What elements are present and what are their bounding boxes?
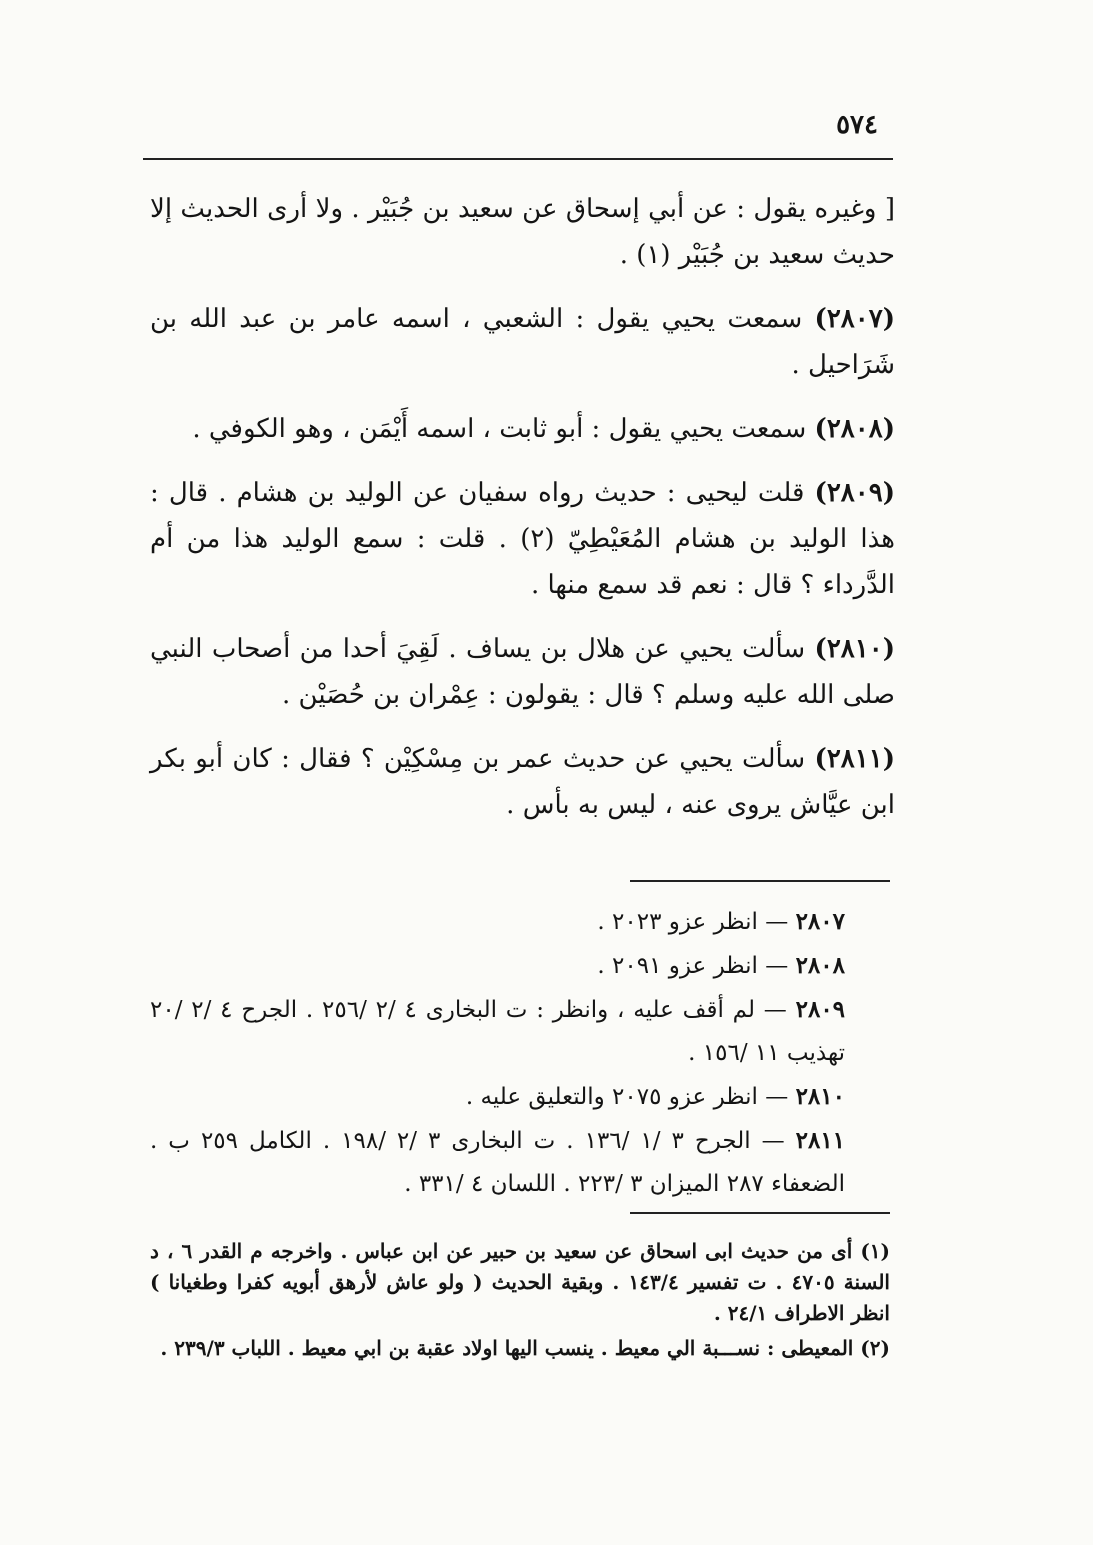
paragraph bbox=[150, 736, 895, 828]
paragraph-text: قلت ليحيى : حديث رواه سفيان عن الوليد بن هشام . قال : هذا الوليد بن هشام المُعَيْطِيّ (٢) . قلت : سمع الوليد هذا من أم الدَّرداء ؟ قال : نعم قد سمع منها . bbox=[150, 478, 896, 600]
paragraph bbox=[150, 406, 895, 452]
note-number: ٢٨٠٨ bbox=[795, 952, 845, 979]
note-number: ٢٨١١ bbox=[795, 1127, 846, 1154]
paragraph-text: سمعت يحيي يقول : الشعبي ، اسمه عامر بن عبد الله بن شَرَاحيل . bbox=[150, 304, 895, 380]
note-item bbox=[150, 1119, 845, 1206]
paragraph-number: (٢٨١١) bbox=[814, 744, 895, 774]
paragraph-number: (٢٨٠٧) bbox=[814, 304, 896, 334]
notes-section bbox=[150, 900, 845, 1206]
main-text bbox=[150, 186, 895, 846]
paragraph-text: سألت يحيي عن حديث عمر بن مِسْكِيْن ؟ فقال : كان أبو بكر ابن عيَّاش يروى عنه ، ليس به بأس . bbox=[150, 744, 895, 820]
paragraph-text: [ وغيره يقول : عن أبي إسحاق عن سعيد بن جُبَيْر . ولا أرى الحديث إلا حديث سعيد بن جُبَيْر (١) . bbox=[150, 194, 895, 270]
note-number: ٢٨٠٩ bbox=[795, 996, 846, 1023]
paragraph-text: سمعت يحيي يقول : أبو ثابت ، اسمه أَيْمَن ، وهو الكوفي . bbox=[192, 414, 807, 444]
note-number: ٢٨١٠ bbox=[795, 1083, 845, 1110]
page-number: ٥٧٤ bbox=[836, 110, 878, 140]
note-item bbox=[150, 1075, 845, 1119]
note-text: — انظر عزو ٢٠٧٥ والتعليق عليه . bbox=[465, 1084, 789, 1110]
paragraph-number: (٢٨١٠) bbox=[814, 634, 896, 664]
note-number: ٢٨٠٧ bbox=[795, 908, 845, 935]
paragraph-number: (٢٨٠٩) bbox=[814, 478, 896, 508]
notes-separator bbox=[630, 880, 890, 882]
note-text: — لم أقف عليه ، وانظر : ت البخارى ٤ /٢ /٢٥٦ . الجرح ٤ /٢ /٢٠ تهذيب ١١ /١٥٦ . bbox=[150, 997, 845, 1066]
paragraph bbox=[150, 470, 895, 608]
paragraph bbox=[150, 296, 895, 388]
paragraph bbox=[150, 626, 895, 718]
paragraph-number: (٢٨٠٨) bbox=[814, 414, 895, 444]
note-text: — انظر عزو ٢٠٢٣ . bbox=[597, 909, 789, 935]
footnotes-section bbox=[150, 1236, 890, 1368]
header-rule bbox=[143, 158, 893, 160]
footnote: (١) أى من حديث ابى اسحاق عن سعيد بن حبير عن ابن عباس . واخرجه م القدر ٦ ، د السنة ٤٧٠٥ . ت تفسير ١٤٣/٤ . وبقية الحديث ( ولو عاش لأرهق أبويه كفرا وطغيانا ) انظر الاطراف ٢٤/١ . bbox=[150, 1239, 891, 1325]
paragraph bbox=[150, 186, 895, 278]
note-item bbox=[150, 900, 845, 944]
footnote: (٢) المعيطى : نســـبة الي معيط . ينسب اليها اولاد عقبة بن ابي معيط . اللباب ٢٣٩/٣ . bbox=[160, 1336, 890, 1360]
note-item bbox=[150, 988, 845, 1075]
footnotes-separator bbox=[630, 1212, 890, 1214]
note-text: — الجرح ٣ /١ /١٣٦ . ت البخارى ٣ /٢ /١٩٨ . الكامل ٢٥٩ ب . الضعفاء ٢٨٧ الميزان ٣ /٢٢٣ . اللسان ٤ /٣٣١ . bbox=[150, 1128, 845, 1197]
note-item bbox=[150, 944, 845, 988]
paragraph-text: سألت يحيي عن هلال بن يساف . لَقِيَ أحدا من أصحاب النبي صلى الله عليه وسلم ؟ قال : يقولون : عِمْران بن حُصَيْن . bbox=[150, 634, 895, 710]
note-text: — انظر عزو ٢٠٩١ . bbox=[597, 953, 789, 979]
